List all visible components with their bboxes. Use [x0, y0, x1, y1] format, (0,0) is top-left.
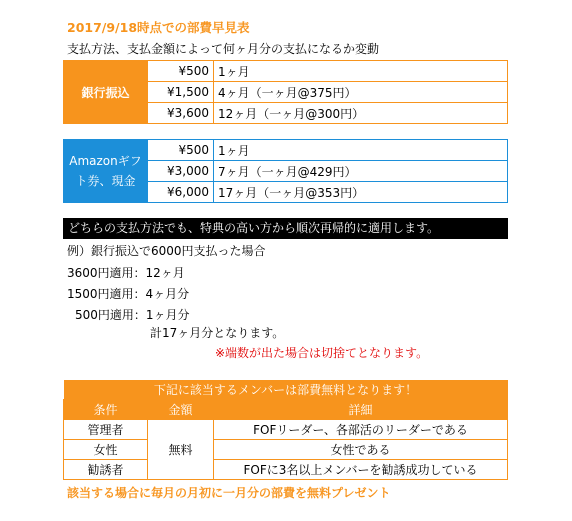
condition-cell: 勧誘者 — [64, 460, 148, 480]
column-header-detail: 詳細 — [214, 400, 508, 420]
table-row — [64, 460, 508, 480]
amazon-cash-label: Amazonギフト券、現金 — [64, 140, 148, 203]
rounding-warning: ※端数が出た場合は切捨てとなります。 — [215, 346, 429, 360]
column-header-fee: 金額 — [148, 400, 214, 420]
detail-cell: FOFに3名以上メンバーを勧誘成功している — [214, 460, 508, 480]
amount-cell: ¥3,000 — [148, 161, 214, 182]
column-header-condition: 条件 — [64, 400, 148, 420]
example-total: 計17ヶ月分となります。 — [150, 326, 285, 340]
table-row — [64, 420, 508, 440]
example-line-3600: 3600円適用：12ヶ月 — [67, 266, 185, 280]
table-row — [64, 140, 508, 161]
months-cell: 1ヶ月 — [214, 140, 508, 161]
months-cell: 17ヶ月（一ヶ月@353円） — [214, 182, 508, 203]
months-cell: 1ヶ月 — [214, 61, 508, 82]
amount-cell: ¥500 — [148, 61, 214, 82]
condition-cell: 管理者 — [64, 420, 148, 440]
page-title: 2017/9/18時点での部費早見表 — [67, 20, 250, 35]
table-header-row — [64, 400, 508, 420]
amount-cell: ¥500 — [148, 140, 214, 161]
detail-cell: 女性である — [214, 440, 508, 460]
table-row — [64, 440, 508, 460]
bank-transfer-label: 銀行振込 — [64, 61, 148, 124]
footer-note: 該当する場合に毎月の月初に一月分の部費を無料プレゼント — [67, 486, 391, 500]
months-cell: 7ヶ月（一ヶ月@429円） — [214, 161, 508, 182]
bank-transfer-table — [63, 60, 508, 124]
amount-cell: ¥1,500 — [148, 82, 214, 103]
free-members-banner: 下記に該当するメンバーは部費無料となります！ — [64, 380, 508, 400]
months-cell: 12ヶ月（一ヶ月@300円） — [214, 103, 508, 124]
table-row — [64, 61, 508, 82]
months-cell: 4ヶ月（一ヶ月@375円） — [214, 82, 508, 103]
example-line-1500: 1500円適用：4ヶ月分 — [67, 287, 190, 301]
amazon-cash-table — [63, 139, 508, 203]
page-subtitle: 支払方法、支払金額によって何ヶ月分の支払になるか変動 — [67, 42, 380, 56]
amount-cell: ¥3,600 — [148, 103, 214, 124]
free-members-table — [63, 380, 508, 480]
table-row — [64, 380, 508, 400]
condition-cell: 女性 — [64, 440, 148, 460]
example-heading: 例）銀行振込で6000円支払った場合 — [67, 244, 266, 258]
amount-cell: ¥6,000 — [148, 182, 214, 203]
detail-cell: FOFリーダー、各部活のリーダーである — [214, 420, 508, 440]
fee-cell: 無料 — [148, 420, 214, 480]
rule-note-banner: どちらの支払方法でも、特典の高い方から順次再帰的に適用します。 — [63, 218, 508, 239]
example-line-500: 500円適用：1ヶ月分 — [75, 308, 190, 322]
